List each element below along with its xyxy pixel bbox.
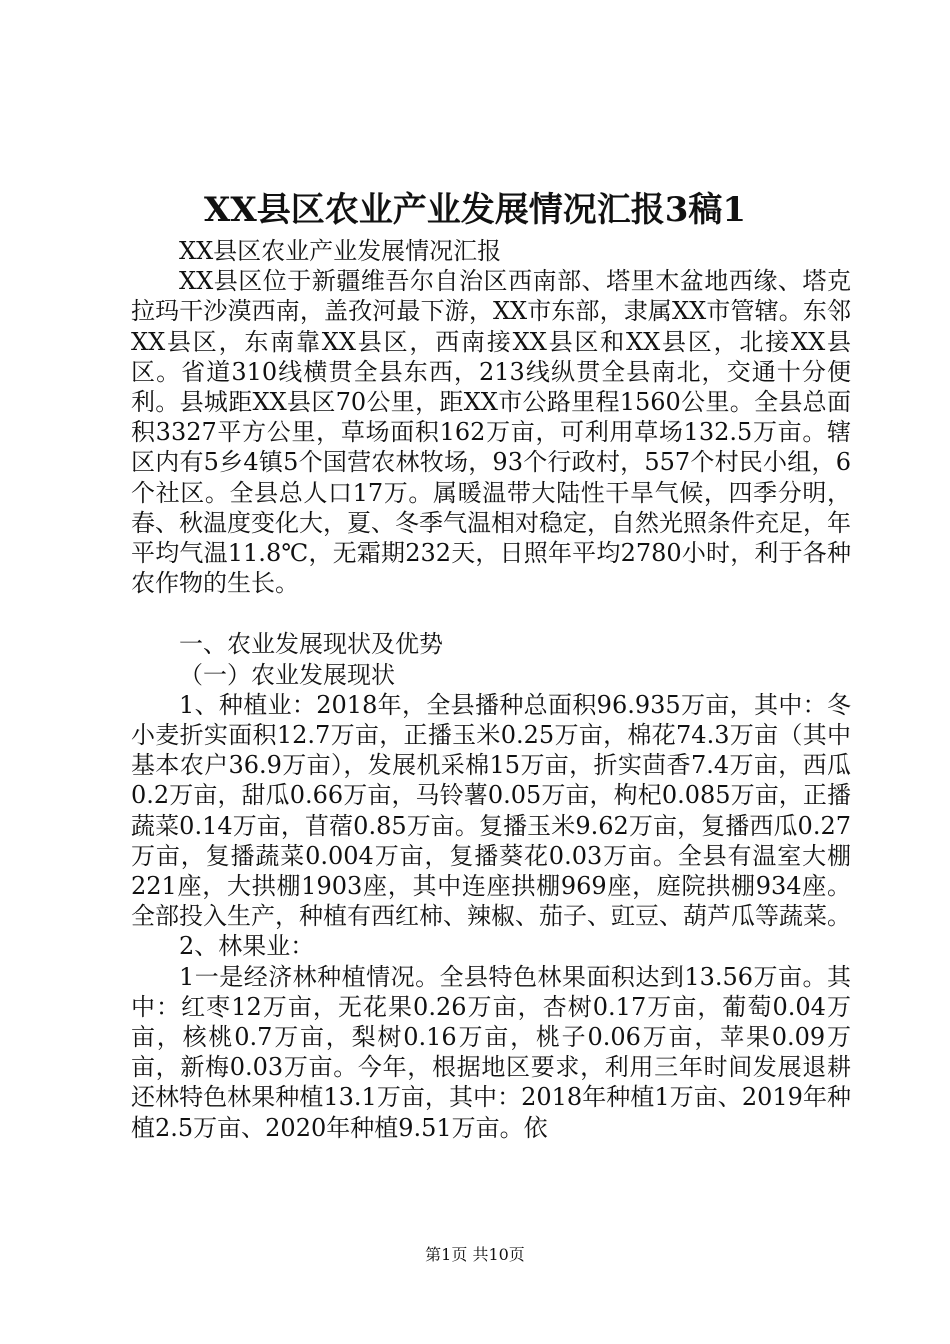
document-body bbox=[131, 236, 851, 1143]
page-number: 第1页 共10页 bbox=[425, 1245, 525, 1264]
paragraph-subtitle: XX县区农业产业发展情况汇报 bbox=[179, 237, 502, 265]
subsection-heading: （一）农业发展现状 bbox=[179, 660, 395, 689]
paragraph-planting: 1、种植业：2018年，全县播种总面积96.935万亩，其中：冬小麦折实面积12.7万亩，正播玉米0.25万亩，棉花74.3万亩（其中基本农户36.9万亩），发展机采棉15万亩，折实茴香7.4万亩，西瓜0.2万亩，甜瓜0.66万亩，马铃薯0.05万亩，枸杞0.085万亩，正播蔬菜0.14万亩，苜蓿0.85万亩。复播玉米9.62万亩，复播西瓜0.27万亩，复播蔬菜0.004万亩，复播葵花0.03万亩。全县有温室大棚221座，大拱棚1903座，其中连座拱棚969座，庭院拱棚934座。全部投入生产，种植有西红柿、辣椒、茄子、豇豆、葫芦瓜等蔬菜。 bbox=[131, 690, 851, 931]
section-heading: 一、农业发展现状及优势 bbox=[179, 630, 443, 659]
paragraph-forestry-heading: 2、林果业： bbox=[179, 932, 315, 961]
paragraph-forestry: 1一是经济林种植情况。全县特色林果面积达到13.56万亩。其中：红枣12万亩，无花果0.26万亩，杏树0.17万亩，葡萄0.04万亩，核桃0.7万亩，梨树0.16万亩，桃子0.06万亩，苹果0.09万亩，新梅0.03万亩。今年，根据地区要求，利用三年时间发展退耕还林特色林果种植13.1万亩，其中：2018年种植1万亩、2019年种植2.5万亩、2020年种植9.51万亩。依 bbox=[131, 962, 851, 1142]
document-title: XX县区农业产业发展情况汇报3稿1 bbox=[203, 190, 747, 230]
paragraph-overview: XX县区位于新疆维吾尔自治区西南部、塔里木盆地西缘、塔克拉玛干沙漠西南，盖孜河最下游，XX市东部，隶属XX市管辖。东邻XX县区，东南靠XX县区，西南接XX县区和XX县区，北接XX县区。省道310线横贯全县东西，213线纵贯全县南北，交通十分便利。县城距XX县区70公里，距XX市公路里程1560公里。全县总面积3327平方公里，草场面积162万亩，可利用草场132.5万亩。辖区内有5乡4镇5个国营农林牧场，93个行政村，557个村民小组，6个社区。全县总人口17万。属暖温带大陆性干旱气候，四季分明，春、秋温度变化大，夏、冬季气温相对稳定，自然光照条件充足，年平均气温11.8℃，无霜期232天，日照年平均2780小时，利于各种农作物的生长。 bbox=[131, 267, 851, 598]
